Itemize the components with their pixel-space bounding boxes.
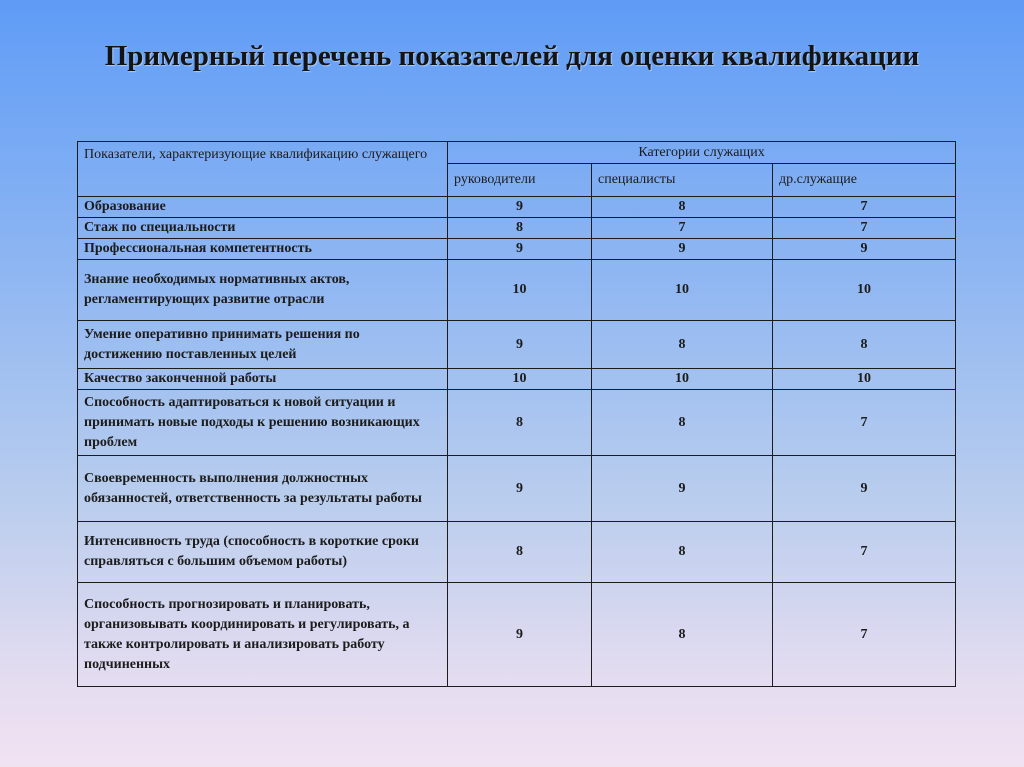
score-cell: 7	[773, 390, 956, 456]
score-cell: 10	[448, 369, 592, 390]
indicator-label: Своевременность выполнения должностных обязанностей, ответственность за результаты работы	[78, 456, 448, 522]
indicator-label: Знание необходимых нормативных актов, регламентирующих развитие отрасли	[78, 260, 448, 321]
table-row	[78, 583, 956, 687]
indicator-label: Способность прогнозировать и планировать, организовывать координировать и регулировать, а также контролировать и анализировать работу подчиненных	[78, 583, 448, 687]
table-row	[78, 369, 956, 390]
score-cell: 9	[448, 197, 592, 218]
category-header: Категории служащих	[448, 142, 956, 164]
table-row	[78, 218, 956, 239]
indicator-label: Качество законченной работы	[78, 369, 448, 390]
score-cell: 9	[448, 239, 592, 260]
score-cell: 8	[448, 390, 592, 456]
indicator-label: Образование	[78, 197, 448, 218]
indicator-label: Стаж по специальности	[78, 218, 448, 239]
score-cell: 8	[592, 321, 773, 369]
score-cell: 8	[773, 321, 956, 369]
column-header-specialists: специалисты	[592, 164, 773, 197]
score-cell: 9	[592, 456, 773, 522]
page-title: Примерный перечень показателей для оценки квалификации	[104, 40, 920, 72]
score-cell: 10	[592, 369, 773, 390]
table-row	[78, 390, 956, 456]
score-cell: 8	[592, 197, 773, 218]
score-cell: 10	[773, 369, 956, 390]
score-cell: 8	[448, 522, 592, 583]
column-header-other-staff: др.служащие	[773, 164, 956, 197]
table-row	[78, 522, 956, 583]
score-cell: 8	[448, 218, 592, 239]
indicator-label: Профессиональная компетентность	[78, 239, 448, 260]
score-cell: 7	[592, 218, 773, 239]
score-cell: 10	[592, 260, 773, 321]
table-row	[78, 197, 956, 218]
indicator-label: Умение оперативно принимать решения по достижению поставленных целей	[78, 321, 448, 369]
score-cell: 10	[773, 260, 956, 321]
score-cell: 10	[448, 260, 592, 321]
indicator-header: Показатели, характеризующие квалификацию служащего	[78, 142, 448, 197]
score-cell: 9	[448, 456, 592, 522]
table-row	[78, 260, 956, 321]
table-row	[78, 456, 956, 522]
table-row	[78, 239, 956, 260]
score-cell: 7	[773, 522, 956, 583]
score-cell: 9	[448, 583, 592, 687]
score-cell: 9	[773, 239, 956, 260]
score-cell: 8	[592, 583, 773, 687]
score-cell: 8	[592, 390, 773, 456]
header-row-1	[78, 142, 956, 164]
qualification-table	[77, 141, 956, 687]
indicator-label: Интенсивность труда (способность в короткие сроки справляться с большим объемом работы)	[78, 522, 448, 583]
score-cell: 9	[773, 456, 956, 522]
column-header-managers: руководители	[448, 164, 592, 197]
table-row	[78, 321, 956, 369]
score-cell: 7	[773, 218, 956, 239]
score-cell: 7	[773, 583, 956, 687]
score-cell: 8	[592, 522, 773, 583]
score-cell: 7	[773, 197, 956, 218]
score-cell: 9	[592, 239, 773, 260]
indicator-label: Способность адаптироваться к новой ситуации и принимать новые подходы к решению возникающих проблем	[78, 390, 448, 456]
score-cell: 9	[448, 321, 592, 369]
